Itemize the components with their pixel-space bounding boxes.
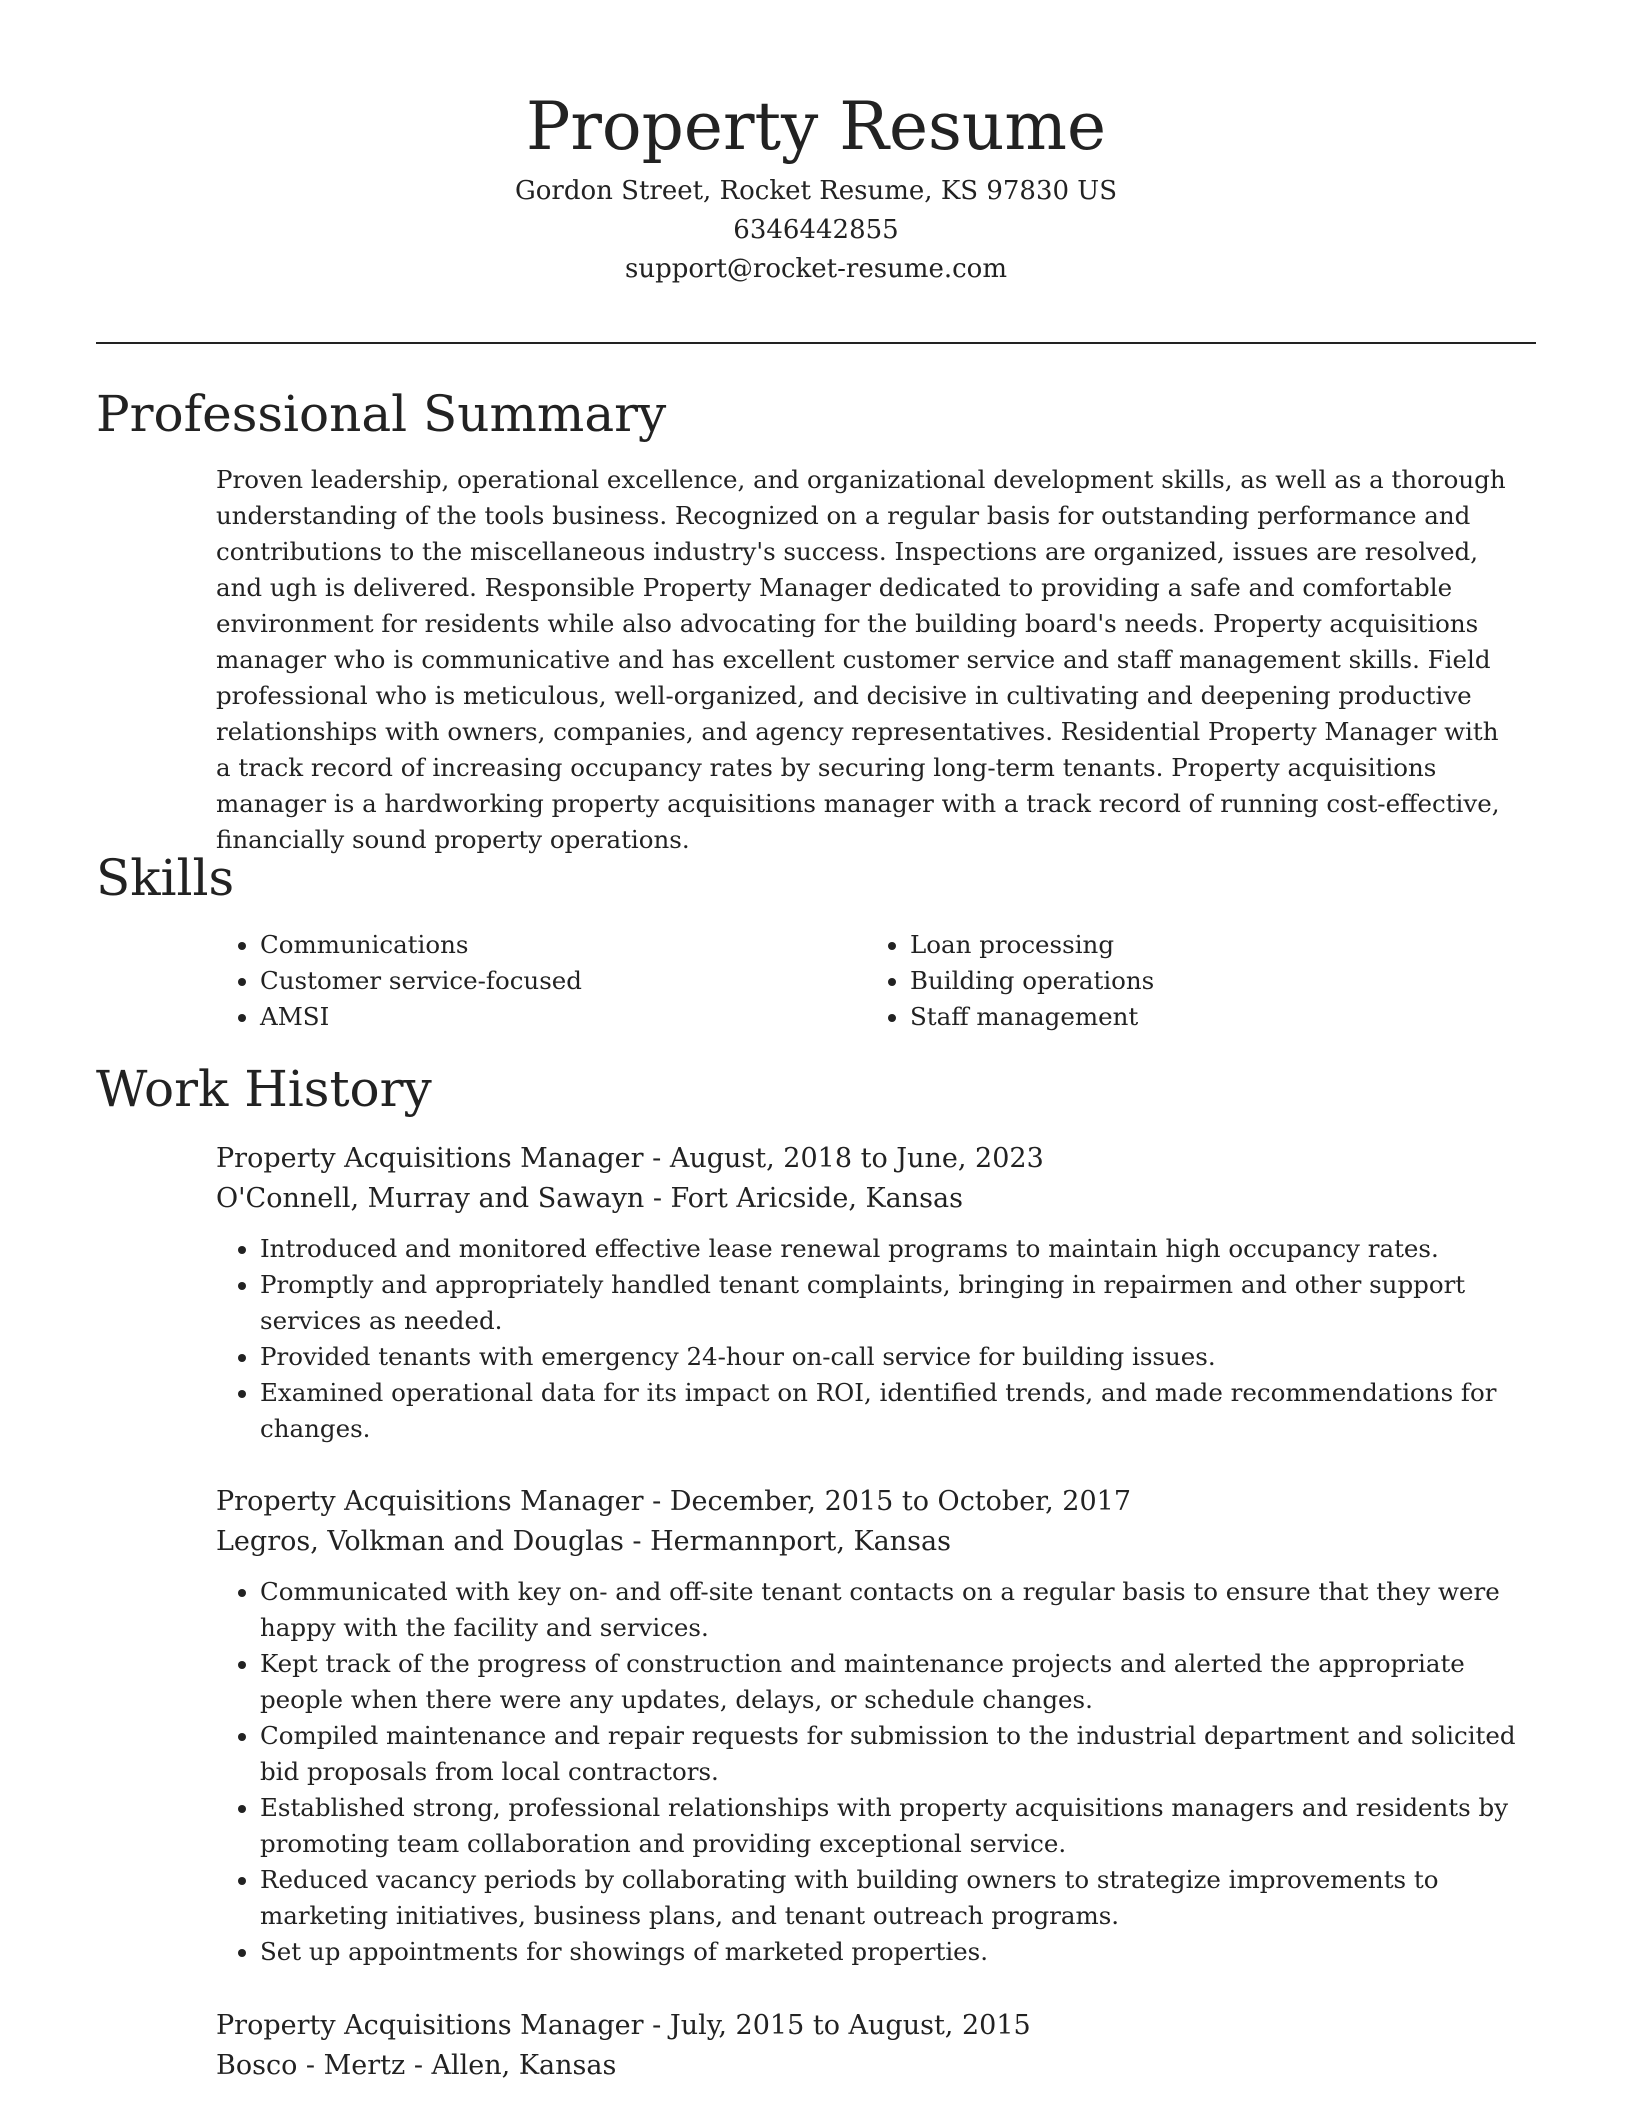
skills-column-left bbox=[216, 927, 866, 1035]
job-title-line: Property Acquisitions Manager - December, 2015 to October, 2017 bbox=[216, 1486, 1131, 1517]
job-company: Bosco - Mertz bbox=[216, 2050, 406, 2081]
skills-column-right bbox=[866, 927, 1516, 1035]
job-bullet: • Set up appointments for showings of marketed properties. bbox=[260, 1934, 1516, 1970]
work-history-heading: Work History bbox=[96, 1060, 432, 1118]
job-company-line: O'Connell, Murray and Sawayn - Fort Aricside, Kansas bbox=[216, 1183, 963, 1214]
job-location: Allen, Kansas bbox=[431, 2050, 617, 2081]
job-entry bbox=[216, 1482, 1516, 1970]
job-company-line: Legros, Volkman and Douglas - Hermannport, Kansas bbox=[216, 1526, 951, 1557]
skills-heading: Skills bbox=[96, 849, 235, 907]
job-title: Property Acquisitions Manager bbox=[216, 2010, 644, 2041]
contact-email: support@rocket-resume.com bbox=[624, 254, 1007, 284]
job-bullet: • Established strong, professional relationships with property acquisitions managers and residents by promoting team collaboration and providing exceptional service. bbox=[260, 1790, 1516, 1862]
skill-item: • AMSI bbox=[260, 999, 866, 1035]
job-bullet: • Provided tenants with emergency 24-hour on-call service for building issues. bbox=[260, 1339, 1516, 1375]
job-dates: July, 2015 to August, 2015 bbox=[669, 2010, 1031, 2041]
job-dates: December, 2015 to October, 2017 bbox=[669, 1486, 1131, 1517]
skill-item: • Customer service-focused bbox=[260, 963, 866, 999]
skill-item: • Building operations bbox=[910, 963, 1516, 999]
job-entry bbox=[216, 1139, 1516, 1447]
job-bullet: • Communicated with key on- and off-site tenant contacts on a regular basis to ensure that they were happy with the facility and services. bbox=[260, 1574, 1516, 1646]
skill-item: • Staff management bbox=[910, 999, 1516, 1035]
job-dates: August, 2018 to June, 2023 bbox=[669, 1143, 1044, 1174]
job-bullet: • Reduced vacancy periods by collaborating with building owners to strategize improvements to marketing initiatives, business plans, and tenant outreach programs. bbox=[260, 1862, 1516, 1934]
skill-item: • Communications bbox=[260, 927, 866, 963]
skill-item: • Loan processing bbox=[910, 927, 1516, 963]
job-bullet: • Compiled maintenance and repair requests for submission to the industrial department and solicited bid proposals from local contractors. bbox=[260, 1718, 1516, 1790]
job-location: Fort Aricside, Kansas bbox=[670, 1183, 963, 1214]
summary-heading: Professional Summary bbox=[96, 385, 667, 443]
job-bullet: • Promptly and appropriately handled tenant complaints, bringing in repairmen and other support services as needed. bbox=[260, 1267, 1516, 1339]
job-bullet-list bbox=[216, 1574, 1516, 1970]
job-company: Legros, Volkman and Douglas bbox=[216, 1526, 624, 1557]
contact-address: Gordon Street, Rocket Resume, KS 97830 US bbox=[514, 176, 1118, 206]
job-title-line: Property Acquisitions Manager - August, 2018 to June, 2023 bbox=[216, 1143, 1044, 1174]
job-bullet: • Kept track of the progress of construction and maintenance projects and alerted the appropriate people when there were any updates, delays, or schedule changes. bbox=[260, 1646, 1516, 1718]
job-bullet: • Introduced and monitored effective lease renewal programs to maintain high occupancy rates. bbox=[260, 1231, 1516, 1267]
job-bullet: • Examined operational data for its impact on ROI, identified trends, and made recommendations for changes. bbox=[260, 1375, 1516, 1447]
contact-phone: 6346442855 bbox=[733, 215, 899, 245]
job-company: O'Connell, Murray and Sawayn bbox=[216, 1183, 645, 1214]
job-title-line: Property Acquisitions Manager - July, 2015 to August, 2015 bbox=[216, 2010, 1031, 2041]
job-entry bbox=[216, 2006, 1516, 2086]
job-title: Property Acquisitions Manager bbox=[216, 1143, 644, 1174]
job-location: Hermannport, Kansas bbox=[650, 1526, 951, 1557]
job-bullet-list bbox=[216, 1231, 1516, 1447]
resume-name: Property Resume bbox=[525, 88, 1107, 165]
header-divider bbox=[96, 342, 1536, 344]
resume-header bbox=[0, 82, 1632, 289]
summary-text: Proven leadership, operational excellence, and organizational development skills, as well as a thorough understanding of the tools business. Recognized on a regular basis for outstanding performance and contributions to the miscellaneous industry's success. Inspections are organized, issues are resolved, and ugh is delivered. Responsible Property Manager dedicated to providing a safe and comfortable environment for residents while also advocating for the building board's needs. Property acquisitions manager who is communicative and has excellent customer service and staff management skills. Field professional who is meticulous, well-organized, and decisive in cultivating and deepening productive relationships with owners, companies, and agency representatives. Residential Property Manager with a track record of increasing occupancy rates by securing long-term tenants. Property acquisitions manager is a hardworking property acquisitions manager with a track record of running cost-effective, financially sound property operations. bbox=[216, 465, 1506, 854]
job-title: Property Acquisitions Manager bbox=[216, 1486, 644, 1517]
job-company-line: Bosco - Mertz - Allen, Kansas bbox=[216, 2050, 617, 2081]
skills-list bbox=[216, 927, 1516, 1035]
